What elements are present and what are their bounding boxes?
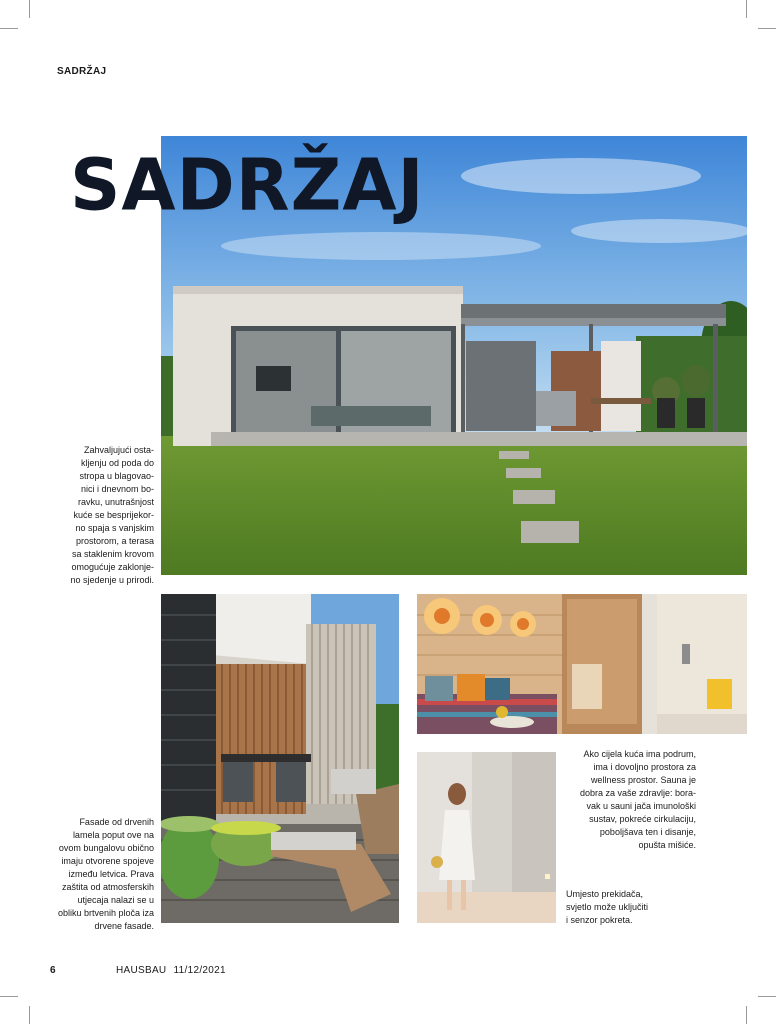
magazine-name: HAUSBAU <box>116 965 167 976</box>
crop-mark <box>0 996 18 997</box>
caption-line: Umjesto prekidača, <box>566 889 644 899</box>
caption-line: no spaja s vanjskim <box>75 523 154 533</box>
caption-line: nici i dnevnom bo- <box>80 484 154 494</box>
caption-line: sa staklenim krovom <box>71 549 154 559</box>
caption-line: obliku brtvenih ploča iza <box>57 908 154 918</box>
caption-house <box>60 444 154 587</box>
crop-mark <box>29 1006 30 1024</box>
caption-line: dobra za vaše zdravlje: bora- <box>579 788 696 798</box>
caption-light <box>566 888 666 927</box>
facade-photo <box>161 594 399 923</box>
caption-line: svjetlo može uključiti <box>566 902 649 912</box>
caption-line: wellness prostor. Sauna je <box>590 775 696 785</box>
page-title: SADRŽAJ <box>70 143 425 227</box>
caption-line: ravku, unutrašnjost <box>77 497 154 507</box>
crop-mark <box>758 996 776 997</box>
caption-line: Ako cijela kuća ima podrum, <box>583 749 696 759</box>
caption-line: Zahvaljujući osta- <box>83 445 154 455</box>
caption-line: omogućuje zaklonje- <box>71 562 154 572</box>
crop-mark <box>758 28 776 29</box>
caption-line: poboljšava ten i disanje, <box>599 827 696 837</box>
caption-line: ovom bungalovu obično <box>58 843 154 853</box>
section-label: SADRŽAJ <box>57 66 107 77</box>
crop-mark <box>746 0 747 18</box>
corridor-photo <box>417 752 556 923</box>
caption-line: stropa u blagovao- <box>79 471 154 481</box>
caption-line: utjecaja nalazi se u <box>77 895 154 905</box>
caption-line: drvene fasade. <box>94 921 154 931</box>
caption-line: kuće se besprijekor- <box>73 510 154 520</box>
caption-line: sustav, pokreće cirkulaciju, <box>589 814 696 824</box>
issue-number: 11/12/2021 <box>173 965 226 976</box>
caption-line: lamela poput ove na <box>72 830 154 840</box>
caption-line: no sjedenje u prirodi. <box>70 575 154 585</box>
magazine-footer <box>116 965 226 976</box>
caption-line: prostorom, a terasa <box>75 536 154 546</box>
caption-line: kljenju od poda do <box>80 458 154 468</box>
caption-line: zaštita od atmosferskih <box>61 882 154 892</box>
caption-line: ima i dovoljno prostora za <box>593 762 696 772</box>
crop-mark <box>0 28 18 29</box>
caption-line: opušta mišiće. <box>638 840 696 850</box>
caption-line: između letvica. Prava <box>68 869 154 879</box>
caption-line: Fasade od drvenih <box>79 817 154 827</box>
sauna-photo <box>417 594 747 734</box>
page-number: 6 <box>50 965 56 976</box>
caption-line: i senzor pokreta. <box>566 915 633 925</box>
crop-mark <box>746 1006 747 1024</box>
caption-line: vak u sauni jača imunološki <box>586 801 696 811</box>
caption-facade <box>50 816 154 933</box>
crop-mark <box>29 0 30 18</box>
caption-wellness <box>560 748 696 852</box>
caption-line: imaju otvorene spojeve <box>61 856 154 866</box>
